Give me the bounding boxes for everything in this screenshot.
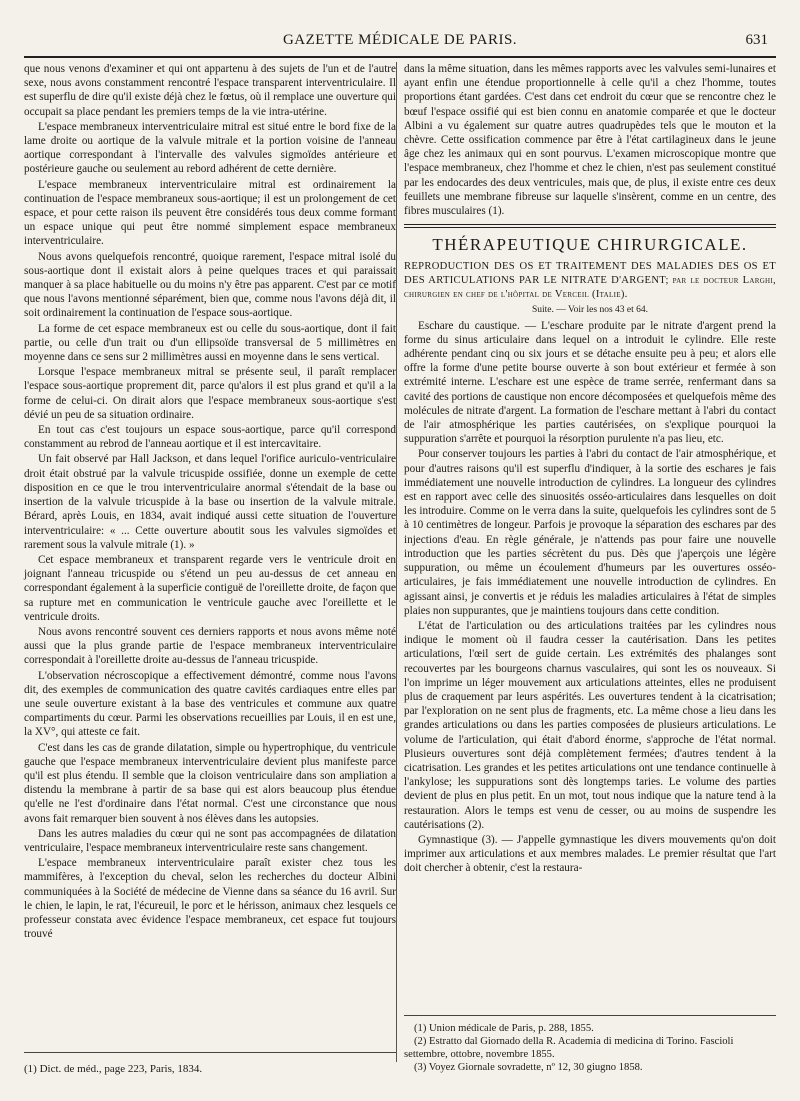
paragraph: L'espace membraneux interventriculaire mitral est situé entre le bord fixe de la lame droite ou aortique de la valvule mitrale et la portion voisine de l'anneau aortique correspondant à l'intervalle des valvules sigmoïdes antérieure et postérieure gauche ou seulement au rebord adhérent de cette dernière. (24, 120, 396, 176)
footnote: (2) Estratto dal Giornado della R. Academia di medicina di Torino. Fascioli settembre, ottobre, novembre 1855. (404, 1036, 734, 1060)
paragraph: L'observation nécroscopique a effectivement démontré, comme nous l'avons dit, des exemples de communication des quatre cavités cardiaques entre elles par une seule ouverture existant à la base des ventricules et commune aux quatre compartiments du cœur. Parmi les observations recueillies par Louis, il en est une, la XV°, qui atteste ce fait. (24, 669, 396, 739)
column-divider (396, 62, 397, 1062)
section-rule (404, 224, 776, 228)
footnote: (1) Union médicale de Paris, p. 288, 1855. (414, 1023, 594, 1034)
paragraph: Pour conserver toujours les parties à l'abri du contact de l'air atmosphérique, et pour d'autres raisons qu'il est superflu d'indiquer, à la sortie des eschares je fais immédiatement une nouvelle introduction de cylindres. La longueur des cylindres est en rapport avec celle des sinuosités osséo-articulaires dans lesquelles on doit les introduire. Comme on le verra dans la suite, quelquefois les cylindres sont de 5 à 10 centimètres de longeur. Parfois je provoque la séparation des eschares par des injections d'eau. En règle générale, je n'attends pas pour faire une nouvelle introduction que les parties sécrètent du pus. Dès que j'aperçois une légère suppuration, ou même un écoulement d'humeurs par les ouvertures osséo-articulaires, je fais immédiatement une nouvelle introduction de cylindres. En agissant ainsi, je convertis et je réduis les maladies articulaires à l'état de simples plaies non suppurantes, que je maintiens toujours dans cette condition. (404, 448, 776, 617)
paragraph: dans la même situation, dans les mêmes rapports avec les valvules semi-lunaires et ayant enfin une étendue proportionnelle à celle qu'il a chez l'homme, toutes proportions étant gardées. C'est dans cet endroit du cœur que se rencontre chez le bœuf l'espace ossifié qui est bien connu en anatomie comparée et que le docteur Albini a vu également sur quatre autres quadrupèdes tels que le mouton et la chèvre. Cette ossification commence par être à l'état cartilagineux dans le jeune âge chez les animaux qui en sont pourvus. L'examen microscopique montre que l'espace membraneux, chez l'homme et chez le chien, n'est pas seulement constitué par les endocardes des deux ventricules, mais que, de plus, il existe entre ces deux feuillets une membrane fibreuse sur laquelle s'insèrent, comme en un centre, des fibres musculaires (1). (404, 63, 776, 218)
footnote: (1) Dict. de méd., page 223, Paris, 1834. (24, 1063, 203, 1075)
paragraph: Lorsque l'espace membraneux mitral se présente seul, il paraît remplacer l'espace sous-aortique proprement dit, parce qu'alors il est plus grand et qu'il a la forme de celui-ci. On dirait alors que l'espace membraneux sous-aortique s'est dévié un peu de sa situation ordinaire. (24, 366, 396, 421)
paragraph: Eschare du caustique. — L'eschare produite par le nitrate d'argent prend la forme du sinus articulaire dans lequel on a introduit le cylindre. Elle reste adhérente pendant cinq ou six jours et se détache ensuite peu à peu; et alors elle offre la forme d'une petite bourse ouverte à son bout extérieur et fermée à son extrémité interne. L'eschare est une espèce de trame serrée, renfermant dans sa cavité des portions de caustique non encore décomposées et quelquefois même des molécules de nitrate d'argent. La formation de l'eschare mettant à l'abri du contact de l'air atmosphérique les parties cautérisées, on s'explique pourquoi la suppuration s'arrête et pourquoi la résorption purulente n'a pas lieu, etc. (404, 319, 776, 446)
continuation-note: Suite. — Voir les nos 43 et 64. (531, 305, 649, 316)
paragraph: Un fait observé par Hall Jackson, et dans lequel l'orifice auriculo-ventriculaire droit était obstrué par la valvule tricuspide ossifiée, donne un exemple de cette disposition en ce que le trou interventriculaire anormal s'étendait de la base ou insertion de la valvule tricuspide à la base ou insertion de la valvule mitrale. Bérard, après Louis, en 1834, avait indiqué aussi cette situation de l'ouverture interventriculaire: « ... Cette ouverture aboutit sous les valvules sigmoïdes et rarement sous la valvule mitrale (1). » (24, 453, 396, 551)
page-number: 631 (745, 32, 768, 48)
paragraph: L'espace membraneux interventriculaire mitral est ordinairement la continuation de l'espace membraneux sous-aortique; il est un prolongement de cet espace, et pour cette raison ils peuvent être considérés tous deux comme formant un espace unique qui peut être nommé simplement espace membraneux interventriculaire. (24, 178, 396, 248)
paragraph: L'état de l'articulation ou des articulations traitées par les cylindres nous indique le moment où il faudra cesser la cautérisation. Dans les petites articulations, l'œil sert de guide certain. Les extrémités des phalanges sont recouvertes par les bourgeons charnus vasculaires, qui sont les os nouveaux. Si l'on imprime un léger mouvement aux articulations atteintes, elles ne produisent plus de craquement par leurs aspérités. Les ouvertures tendent à la cicatrisation; par l'exploration on ne sent plus de fragments, etc. La même chose a lieu dans les grandes articulations ou dans les parties composées de plusieurs articulations. Le volume de l'articulation, qui était d'abord énorme, s'approche de l'état normal. Plusieurs ouvertures sont déjà complètement fermées; d'autres tendent à la cicatrisation. Les grandes et les petites articulations ont une tendance continuelle à l'ankylose; les suppurations sont dès longtemps taries. Le volume des parties devient de plus en plus petit. En un mot, tout nous indique que la nature tend à la restauration. Alors le temps est venu de cesser, ou au moins de suspendre les cautérisations (2). (404, 619, 776, 831)
footnote: (3) Voyez Giornale sovradette, nº 12, 30 giugno 1858. (414, 1062, 643, 1073)
paragraph: L'espace membraneux interventriculaire paraît exister chez tous les mammifères, à l'exception du cheval, selon les recherches du docteur Albini communiquées à la Société de médecine de Vienne dans sa séance du 16 avril. Sur le chien, le lapin, le rat, l'écureuil, le porc et le hérisson, animaux chez lesquels ce professeur constata avec évidence l'espace membraneux, cet espace fut toujours trouvé (24, 857, 396, 941)
article-title: REPRODUCTION DES OS ET TRAITEMENT DES MALADIES DES OS ET DES ARTICULATIONS PAR LE NITRATE D'ARGENT; par le docteur Larghi, chirurgien en chef de l'hôpital de Verceil (Italie). (404, 261, 776, 301)
paragraph: Gymnastique (3). — J'appelle gymnastique les divers mouvements qu'on doit imprimer aux articulations et aux membres malades. Le premier résultat que l'art doit chercher à obtenir, c'est la restaura- (404, 833, 776, 875)
paragraph: que nous venons d'examiner et qui ont appartenu à des sujets de l'un et de l'autre sexe, nous avons constamment rencontré l'espace transparent interventriculaire. Il est superflu de dire qu'il existe déjà chez le fœtus, où il remplace une ouverture qui occupait sa place pendant les premiers temps de la vie intra-utérine. (24, 63, 396, 118)
page-header (24, 26, 776, 58)
journal-title: GAZETTE MÉDICALE DE PARIS. (282, 32, 518, 48)
paragraph: Nous avons rencontré souvent ces derniers rapports et nous avons même noté aussi que la plus grande partie de l'espace membraneux interventriculaire correspondait à l'oreillette droite au-dessus de l'anneau tricuspide. (24, 625, 396, 667)
section-title: THÉRAPEUTIQUE CHIRURGICALE. (432, 235, 748, 255)
left-footnotes (24, 1052, 396, 1075)
paragraph: C'est dans les cas de grande dilatation, simple ou hypertrophique, du ventricule gauche que l'espace membraneux interventriculaire devient plus manifeste parce qu'il est plus étendu. Il semble que la cloison ventriculaire dans son ampliation a distendu la membrane à partir de sa base qui est alors beaucoup plus étendue qu'elle ne l'est d'ordinaire dans l'état normal. C'est une circonstance que nous avons fait remarquer bien souvent à nos élèves dans les autopsies. (24, 741, 396, 825)
paragraph: Dans les autres maladies du cœur qui ne sont pas accompagnées de dilatation ventriculaire, l'espace membraneux interventriculaire reste sans changement. (24, 827, 396, 854)
left-column (24, 62, 396, 941)
paragraph: En tout cas c'est toujours un espace sous-aortique, parce qu'il correspond constamment au rebrod de l'anneau aortique et il est intercavitaire. (24, 424, 396, 451)
right-footnotes (404, 1015, 776, 1074)
right-column (404, 62, 776, 876)
paragraph: Nous avons quelquefois rencontré, quoique rarement, l'espace mitral isolé du sous-aortique dont il existait alors à peine quelques traces et qui paraissait manquer à sa place habituelle ou du moins n'y être pas apparent. C'est par ce motif que nous l'avons mentionné séparément, bien que, comme nous l'avons déjà dit, il soit ordinairement la continuation de l'espace sous-aortique. (24, 250, 396, 320)
paragraph: Cet espace membraneux et transparent regarde vers le ventricule droit en joignant l'anneau tricuspide ou s'étend un peu au-dessus de cet anneau en correspondant également à la superficie contiguë de l'oreillette droite, de façon que sa rupture met en communication le ventricule gauche avec l'oreillette et le ventricule droits. (24, 553, 396, 623)
paragraph: La forme de cet espace membraneux est ou celle du sous-aortique, dont il fait partie, ou celle d'un trait ou d'un ellipsoïde transversal de 5 millimètres en moyenne dans ce sens sur 2 millimètres aussi en moyenne dans le sens vertical. (24, 322, 396, 364)
